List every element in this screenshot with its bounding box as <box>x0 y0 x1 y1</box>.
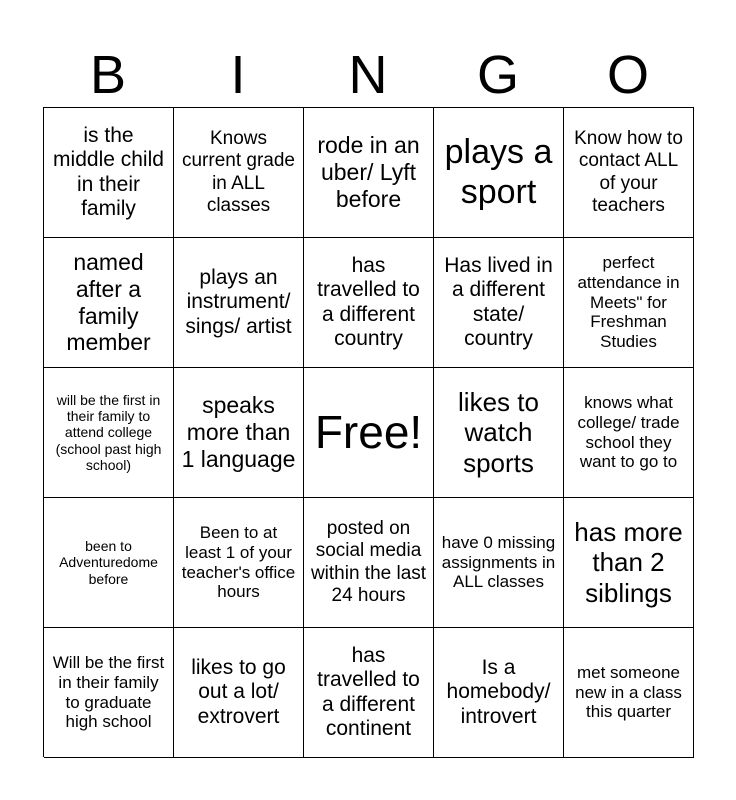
cell-text: Knows current grade in ALL classes <box>181 128 295 216</box>
bingo-cell[interactable] <box>174 238 304 368</box>
cell-text: Know how to contact ALL of your teachers <box>574 128 683 216</box>
cell-text: will be the first in their family to attend college (school past high school) <box>55 391 162 473</box>
bingo-cell[interactable] <box>434 238 564 368</box>
bingo-cell[interactable] <box>564 628 694 758</box>
header-letter-g: G <box>476 45 519 105</box>
cell-text: is the middle child in their family <box>53 123 164 220</box>
cell-text: has travelled to a different continent <box>317 643 420 740</box>
bingo-cell[interactable] <box>44 108 174 238</box>
cell-text: plays an instrument/ sings/ artist <box>185 265 292 338</box>
bingo-cell[interactable] <box>304 108 434 238</box>
cell-text: been to Adventuredome before <box>59 538 158 587</box>
bingo-cell[interactable] <box>434 368 564 498</box>
header-letter-n: N <box>348 45 388 105</box>
bingo-cell[interactable] <box>564 238 694 368</box>
bingo-grid <box>43 107 694 757</box>
cell-text: knows what college/ trade school they want to go to <box>577 393 680 472</box>
cell-text: has travelled to a different country <box>317 253 420 350</box>
cell-text: perfect attendance in Meets" for Freshman Studies <box>577 253 680 352</box>
header-letter-o: O <box>606 45 649 105</box>
bingo-cell[interactable] <box>304 498 434 628</box>
cell-text: rode in an uber/ Lyft before <box>317 132 420 212</box>
header-letter-i: I <box>230 45 246 105</box>
bingo-header <box>43 44 693 106</box>
bingo-cell[interactable] <box>174 368 304 498</box>
bingo-cell[interactable] <box>44 238 174 368</box>
cell-text: likes to go out a lot/ extrovert <box>191 655 286 728</box>
bingo-cell[interactable] <box>174 108 304 238</box>
cell-text: plays a sport <box>444 133 553 211</box>
cell-text: posted on social media within the last 24 hours <box>310 518 427 606</box>
bingo-cell[interactable] <box>564 368 694 498</box>
bingo-cell[interactable] <box>304 238 434 368</box>
bingo-cell[interactable] <box>44 498 174 628</box>
cell-text: likes to watch sports <box>458 387 539 478</box>
cell-text: Will be the first in their family to graduate high school <box>52 653 165 732</box>
cell-text: speaks more than 1 language <box>181 392 296 472</box>
bingo-cell[interactable] <box>174 628 304 758</box>
bingo-cell[interactable] <box>174 498 304 628</box>
bingo-cell[interactable] <box>564 498 694 628</box>
free-space-text: Free! <box>314 405 423 458</box>
cell-text: named after a family member <box>66 249 151 356</box>
bingo-cell[interactable] <box>44 628 174 758</box>
cell-text: have 0 missing assignments in ALL classes <box>441 532 556 592</box>
bingo-cell[interactable] <box>564 108 694 238</box>
bingo-cell[interactable] <box>304 628 434 758</box>
bingo-cell[interactable] <box>434 108 564 238</box>
cell-text: Been to at least 1 of your teacher's office hours <box>181 523 296 602</box>
cell-text: has more than 2 siblings <box>574 517 683 608</box>
bingo-cell[interactable] <box>434 498 564 628</box>
cell-text: Has lived in a different state/ country <box>444 253 553 350</box>
cell-text: met someone new in a class this quarter <box>575 662 682 722</box>
free-space-cell[interactable] <box>304 368 434 498</box>
bingo-cell[interactable] <box>44 368 174 498</box>
header-letter-b: B <box>89 45 127 105</box>
bingo-cell[interactable] <box>434 628 564 758</box>
cell-text: Is a homebody/ introvert <box>446 655 551 728</box>
